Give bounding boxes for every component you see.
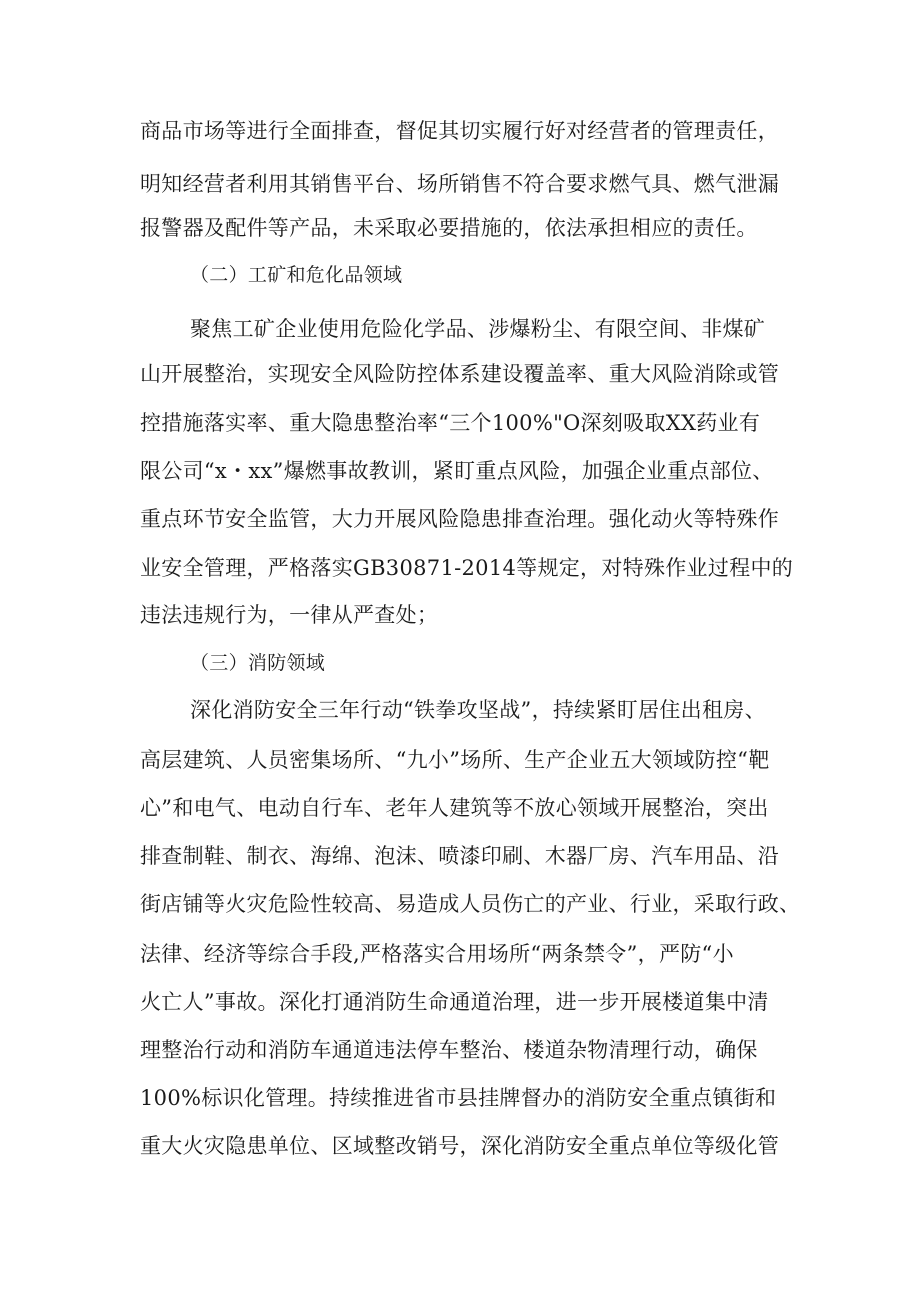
paragraph-line: 重大火灾隐患单位、区域整改销号，深化消防安全重点单位等级化管 (140, 1134, 779, 1158)
paragraph-line: 火亡人”事故。深化打通消防生命通道治理，进一步开展楼道集中清 (140, 990, 769, 1014)
paragraph-line: 街店铺等火灾危险性较高、易造成人员伤亡的产业、行业，采取行政、 (140, 892, 801, 916)
paragraph-line: 业安全管理，严格落实GB30871-2014等规定，对特殊作业过程中的 (140, 556, 794, 580)
paragraph-line: 高层建筑、人员密集场所、“九小”场所、生产企业五大领域防控“靶 (140, 748, 770, 772)
paragraph-line: 报警器及配件等产品，未采取必要措施的，依法承担相应的责任。 (140, 216, 758, 240)
paragraph-line: 理整治行动和消防车通道违法停车整治、楼道杂物清理行动，确保 (140, 1038, 758, 1062)
paragraph-line: 心”和电气、电动自行车、老年人建筑等不放心领域开展整治，突出 (140, 796, 769, 820)
paragraph-line: 重点环节安全监管，大力开展风险隐患排查治理。强化动火等特殊作 (140, 507, 779, 531)
paragraph-line: 明知经营者利用其销售平台、场所销售不符合要求燃气具、燃气泄漏 (140, 172, 779, 196)
paragraph-line: 深化消防安全三年行动“铁拳攻坚战”，持续紧盯居住出租房、 (190, 698, 766, 722)
paragraph-line: 排查制鞋、制衣、海绵、泡沫、喷漆印刷、木器厂房、汽车用品、沿 (140, 844, 779, 868)
section-heading: （三）消防领域 (190, 652, 326, 674)
paragraph-line: 法律、经济等综合手段,严格落实合用场所“两条禁令”，严防“小 (140, 942, 734, 966)
paragraph-line: 违法违规行为，一律从严查处； (140, 603, 439, 627)
paragraph-line: 山开展整治，实现安全风险防控体系建设覆盖率、重大风险消除或管 (140, 362, 779, 386)
paragraph-line: 100%标识化管理。持续推进省市县挂牌督办的消防安全重点镇街和 (140, 1086, 777, 1110)
paragraph-line: 限公司“x・xx”爆燃事故教训，紧盯重点风险，加强企业重点部位、 (140, 459, 774, 483)
paragraph-line: 聚焦工矿企业使用危险化学品、涉爆粉尘、有限空间、非煤矿 (190, 317, 766, 341)
paragraph-line: 控措施落实率、重大隐患整治率“三个100%"O深刻吸取XX药业有 (140, 411, 761, 435)
section-heading: （二）工矿和危化品领域 (190, 264, 403, 286)
paragraph-line: 商品市场等进行全面排查，督促其切实履行好对经营者的管理责任， (140, 119, 779, 143)
